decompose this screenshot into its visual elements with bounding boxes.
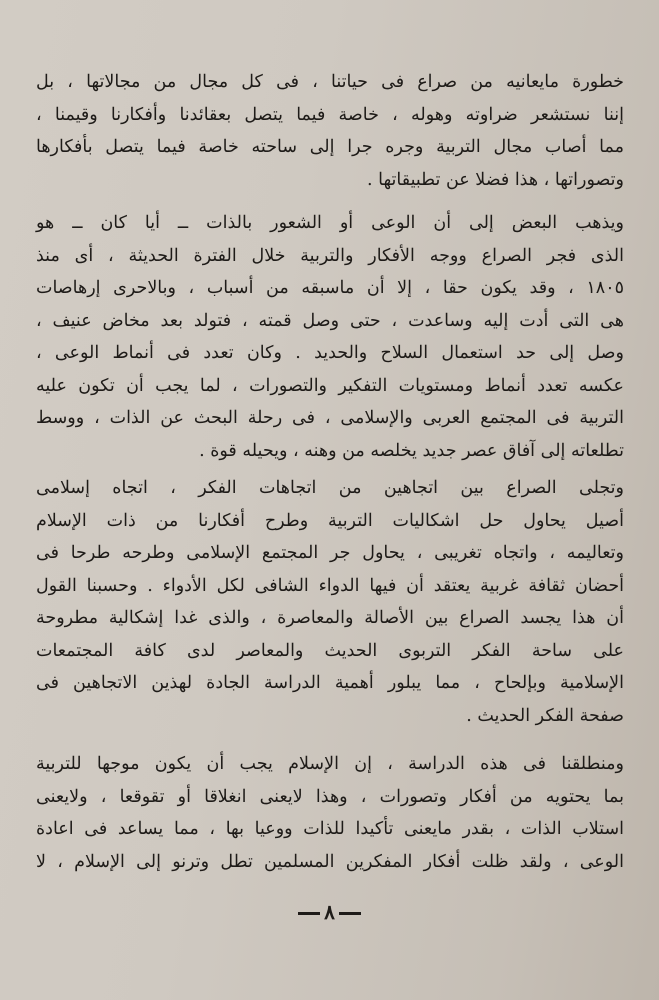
text-line: الوعى ، ولقد ظلت أفكار المفكرين المسلمين تطل وترنو إلى الإسلام ، لا: [36, 851, 624, 872]
text-line: وتعاليمه ، واتجاه تغريبى ، يحاول جر المجتمع الإسلامى وطرحه طرحا فى: [36, 543, 624, 563]
text-line: خطورة مايعانيه من صراع فى حياتنا ، فى كل مجال من مجالاتها ، بل: [36, 72, 624, 92]
text-line: ويذهب البعض إلى أن الوعى أو الشعور بالذات ــ أيا كان ــ هو: [36, 213, 624, 233]
text-line: بما يحتويه من أفكار وتصورات ، وهذا لايعنى انغلاقا أو تقوقعا ، ولايعنى: [36, 786, 624, 807]
text-line: أحضان ثقافة غربية يعتقد أن فيها الدواء الشافى لكل الأدواء . وحسبنا القول: [36, 575, 624, 596]
text-line: ١٨٠٥ ، وقد يكون حقا ، إلا أن ماسبقه من أسباب ، وبالاحرى إرهاصات: [36, 278, 624, 298]
text-line: أصيل يحاول حل اشكاليات التربية وطرح أفكارنا من ذات الإسلام: [36, 510, 624, 531]
paragraph-4: [36, 748, 624, 878]
paragraph-3: [36, 472, 624, 732]
text-line: الذى فجر الصراع ووجه الأفكار والتربية خلال الفترة الحديثة ، أى منذ: [36, 245, 624, 266]
text-line: ومنطلقنا فى هذه الدراسة ، إن الإسلام يجب أن يكون موجها للتربية: [36, 754, 624, 774]
text-line: تطلعاته إلى آفاق عصر جديد يخلصه من وهنه ، ويحيله قوة .: [199, 440, 624, 461]
text-line: مما أصاب مجال التربية وجره جرا إلى ساحته خاصة فيما يتصل بأفكارها: [36, 137, 624, 157]
text-line: الإسلامية وبإلحاح ، مما يبلور أهمية الدراسة الجادة لهذين الاتجاهين فى: [36, 673, 624, 693]
text-line: على ساحة الفكر التربوى الحديث والمعاصر لدى كافة المجتمعات: [36, 640, 624, 661]
page-number-value: ٨: [324, 900, 335, 924]
text-line: وتصوراتها ، هذا فضلا عن تطبيقاتها .: [367, 169, 624, 190]
text-line: وصل إلى حد استعمال السلاح والحديد . وكان تعدد فى أنماط الوعى ،: [36, 343, 624, 363]
text-line: التربية فى المجتمع العربى والإسلامى ، فى رحلة البحث عن الذات ، ووسط: [36, 408, 624, 428]
dash-decoration: [339, 912, 361, 915]
page-number: [0, 900, 659, 924]
text-line: صفحة الفكر الحديث .: [466, 705, 624, 726]
paragraph-2: [36, 207, 624, 467]
text-line: إننا نستشعر ضراوته وهوله ، خاصة فيما يتصل بعقائدنا وأفكارنا وقيمنا ،: [36, 104, 624, 125]
dash-decoration: [298, 912, 320, 915]
text-line: عكسه تعدد أنماط ومستويات التفكير والتصورات ، لما يجب أن تكون عليه: [36, 375, 624, 396]
text-line: هى التى أدت إليه وساعدت ، حتى وصل قمته ، فتولد بعد مخاض عنيف ،: [36, 310, 624, 331]
paragraph-1: [36, 66, 624, 196]
text-line: أن هذا يجسد الصراع بين الأصالة والمعاصرة ، والذى غدا إشكالية مطروحة: [36, 608, 624, 628]
text-line: استلاب الذات ، بقدر مايعنى تأكيدا للذات ووعيا بها ، مما يساعد فى اعادة: [36, 819, 624, 839]
text-line: وتجلى الصراع بين اتجاهين من اتجاهات الفكر ، اتجاه إسلامى: [36, 478, 624, 498]
